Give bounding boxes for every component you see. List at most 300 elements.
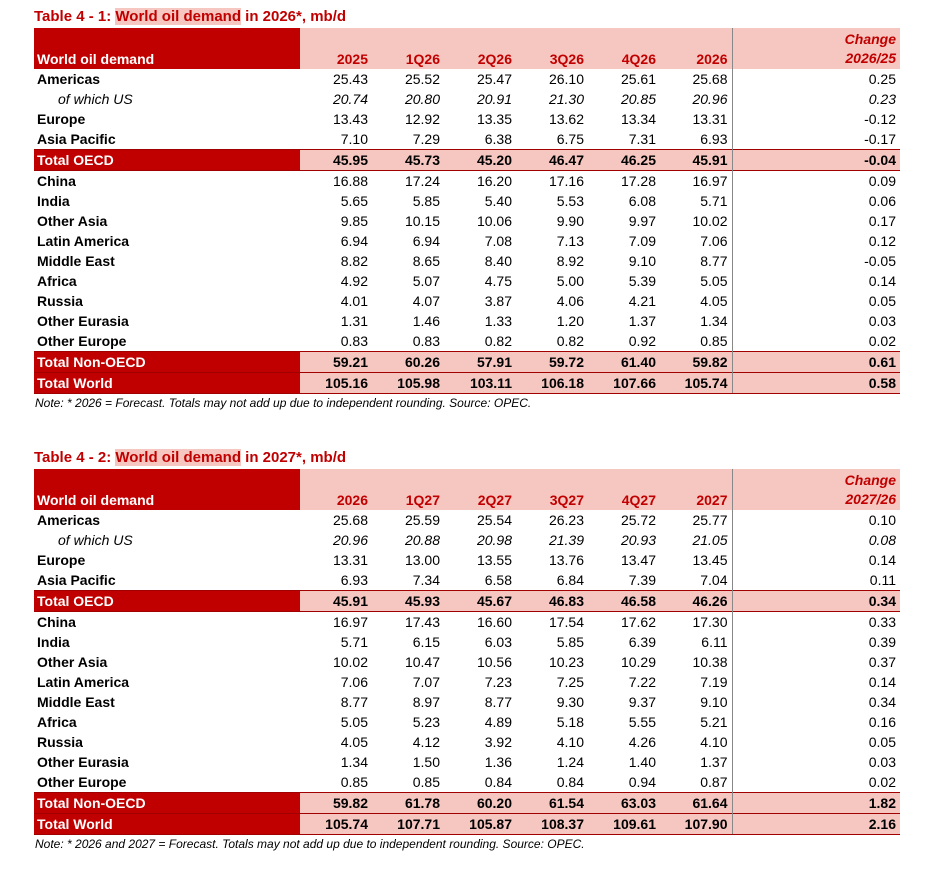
table-cell: 45.95 xyxy=(300,150,372,171)
table-row xyxy=(34,570,900,591)
table-cell: 1.40 xyxy=(628,754,656,770)
table-cell: 9.30 xyxy=(556,694,584,710)
row-label: Total World xyxy=(34,373,300,394)
change-cell: -0.12 xyxy=(864,111,896,127)
row-label: China xyxy=(34,171,300,192)
table-cell: 1.34 xyxy=(340,754,368,770)
change-cell: -0.17 xyxy=(864,131,896,147)
table-row xyxy=(34,271,900,291)
table-cell: 25.43 xyxy=(332,71,368,87)
table-cell: 26.23 xyxy=(548,512,584,528)
table-cell: 5.23 xyxy=(412,714,440,730)
table-cell: 105.16 xyxy=(300,373,372,394)
table-cell: 46.26 xyxy=(660,591,732,612)
table-cell: 106.18 xyxy=(516,373,588,394)
table-row xyxy=(34,311,900,331)
oil-demand-table xyxy=(34,28,900,394)
column-header: 2Q27 xyxy=(444,469,516,510)
table-cell: 0.85 xyxy=(340,774,368,790)
column-header: 2026 xyxy=(660,28,732,69)
change-cell: 0.39 xyxy=(868,634,896,650)
table-cell: 16.97 xyxy=(660,171,732,192)
table-cell: 25.54 xyxy=(476,512,512,528)
table-cell: 1.33 xyxy=(484,313,512,329)
table-cell: 0.83 xyxy=(340,333,368,349)
change-header-line2: 2026/25 xyxy=(845,50,896,66)
change-header-line1: Change xyxy=(844,472,896,488)
row-label: Asia Pacific xyxy=(37,572,116,588)
table-cell: 6.93 xyxy=(660,129,732,150)
table-cell: 10.02 xyxy=(332,654,368,670)
table-cell: 5.39 xyxy=(628,273,656,289)
table-cell: 13.31 xyxy=(332,552,368,568)
table-cell: 4.06 xyxy=(556,293,584,309)
table-cell: 7.07 xyxy=(412,674,440,690)
table-cell: 25.61 xyxy=(620,71,656,87)
table-cell: 3.87 xyxy=(484,293,512,309)
table-cell: 1.31 xyxy=(340,313,368,329)
table-cell: 1.34 xyxy=(660,311,732,331)
table-row xyxy=(34,171,900,192)
table-cell: 5.65 xyxy=(340,193,368,209)
total-row xyxy=(34,591,900,612)
table-cell: 8.82 xyxy=(340,253,368,269)
table-cell: 105.98 xyxy=(372,373,444,394)
table-row xyxy=(34,530,900,550)
table-title-suffix: in 2026*, mb/d xyxy=(240,8,347,25)
table-cell: 9.97 xyxy=(628,213,656,229)
table-block-4-2 xyxy=(34,447,900,853)
table-title-prefix: Table 4 - 1: xyxy=(34,8,116,25)
table-cell: 13.31 xyxy=(660,109,732,129)
table-cell: 59.21 xyxy=(300,352,372,373)
table-cell: 26.10 xyxy=(548,71,584,87)
table-cell: 20.91 xyxy=(476,91,512,107)
table-cell: 7.04 xyxy=(660,570,732,591)
column-header: 1Q26 xyxy=(372,28,444,69)
change-cell: 0.09 xyxy=(732,171,900,192)
table-cell: 57.91 xyxy=(444,352,516,373)
change-cell: 0.14 xyxy=(868,552,896,568)
table-cell: 5.53 xyxy=(556,193,584,209)
table-cell: 5.07 xyxy=(412,273,440,289)
table-cell: 9.90 xyxy=(556,213,584,229)
row-label: Africa xyxy=(37,273,77,289)
table-cell: 4.92 xyxy=(340,273,368,289)
row-label: China xyxy=(34,612,300,633)
table-cell: 5.85 xyxy=(556,634,584,650)
table-cell: 5.71 xyxy=(660,191,732,211)
table-cell: 61.64 xyxy=(660,793,732,814)
table-cell: 7.22 xyxy=(628,674,656,690)
oil-demand-table xyxy=(34,469,900,835)
table-cell: 7.31 xyxy=(628,131,656,147)
table-cell: 1.46 xyxy=(412,313,440,329)
table-cell: 17.54 xyxy=(516,612,588,633)
table-cell: 5.05 xyxy=(340,714,368,730)
table-cell: 0.82 xyxy=(484,333,512,349)
table-cell: 107.71 xyxy=(372,814,444,835)
table-cell: 108.37 xyxy=(516,814,588,835)
table-title-prefix: Table 4 - 2: xyxy=(34,449,116,466)
row-label: of which US xyxy=(58,532,133,548)
change-cell: 2.16 xyxy=(732,814,900,835)
table-cell: 10.56 xyxy=(476,654,512,670)
table-cell: 1.37 xyxy=(660,752,732,772)
table-row xyxy=(34,732,900,752)
table-cell: 8.77 xyxy=(484,694,512,710)
table-cell: 13.62 xyxy=(548,111,584,127)
table-cell: 10.06 xyxy=(476,213,512,229)
table-cell: 0.87 xyxy=(660,772,732,793)
table-cell: 46.83 xyxy=(516,591,588,612)
table-cell: 4.89 xyxy=(484,714,512,730)
table-cell: 1.36 xyxy=(484,754,512,770)
table-cell: 6.58 xyxy=(484,572,512,588)
table-cell: 59.82 xyxy=(660,352,732,373)
table-row xyxy=(34,211,900,231)
table-row xyxy=(34,672,900,692)
table-cell: 16.20 xyxy=(444,171,516,192)
table-header-row xyxy=(34,469,900,510)
row-label: India xyxy=(37,193,70,209)
table-cell: 7.29 xyxy=(412,131,440,147)
table-cell: 13.34 xyxy=(620,111,656,127)
table-cell: 4.05 xyxy=(660,291,732,311)
table-cell: 7.06 xyxy=(340,674,368,690)
table-cell: 6.15 xyxy=(412,634,440,650)
table-cell: 4.10 xyxy=(556,734,584,750)
table-cell: 5.55 xyxy=(628,714,656,730)
change-cell: 0.23 xyxy=(868,91,896,107)
table-cell: 17.43 xyxy=(372,612,444,633)
table-title-highlight: World oil demand xyxy=(115,8,241,25)
table-cell: 0.83 xyxy=(412,333,440,349)
row-label: Europe xyxy=(37,552,86,568)
table-cell: 20.74 xyxy=(332,91,368,107)
table-cell: 10.38 xyxy=(660,652,732,672)
table-cell: 60.26 xyxy=(372,352,444,373)
change-column-header xyxy=(732,28,900,69)
row-label: Total Non-OECD xyxy=(34,352,300,373)
table-cell: 13.35 xyxy=(476,111,512,127)
table-cell: 45.93 xyxy=(372,591,444,612)
column-header: 3Q26 xyxy=(516,28,588,69)
table-cell: 107.66 xyxy=(588,373,660,394)
table-cell: 107.90 xyxy=(660,814,732,835)
table-cell: 17.62 xyxy=(588,612,660,633)
table-cell: 105.74 xyxy=(660,373,732,394)
table-cell: 6.84 xyxy=(556,572,584,588)
table-row xyxy=(34,612,900,633)
table-cell: 0.85 xyxy=(660,331,732,352)
column-header: 4Q27 xyxy=(588,469,660,510)
table-cell: 12.92 xyxy=(404,111,440,127)
change-cell: 0.25 xyxy=(868,71,896,87)
table-cell: 13.47 xyxy=(620,552,656,568)
row-label: Middle East xyxy=(37,253,115,269)
table-cell: 5.71 xyxy=(340,634,368,650)
table-cell: 20.93 xyxy=(620,532,656,548)
change-cell: 0.10 xyxy=(868,512,896,528)
table-cell: 8.92 xyxy=(556,253,584,269)
table-cell: 6.39 xyxy=(628,634,656,650)
table-row xyxy=(34,69,900,89)
table-block-4-1 xyxy=(34,6,900,412)
change-header-line1: Change xyxy=(844,31,896,47)
table-cell: 17.28 xyxy=(588,171,660,192)
row-label: of which US xyxy=(58,91,133,107)
table-cell: 10.47 xyxy=(404,654,440,670)
table-cell: 6.11 xyxy=(660,632,732,652)
table-cell: 1.50 xyxy=(412,754,440,770)
row-label: Russia xyxy=(37,293,83,309)
table-cell: 6.94 xyxy=(412,233,440,249)
table-cell: 61.78 xyxy=(372,793,444,814)
table-cell: 105.87 xyxy=(444,814,516,835)
table-cell: 60.20 xyxy=(444,793,516,814)
table-cell: 13.76 xyxy=(548,552,584,568)
change-cell: 0.02 xyxy=(868,333,896,349)
table-row xyxy=(34,712,900,732)
column-header: 2027 xyxy=(660,469,732,510)
table-cell: 7.06 xyxy=(660,231,732,251)
table-cell: 45.73 xyxy=(372,150,444,171)
table-note: Note: * 2026 and 2027 = Forecast. Totals may not add up due to independent rounding. Source: OPEC. xyxy=(35,837,585,851)
change-cell: -0.04 xyxy=(732,150,900,171)
table-cell: 7.13 xyxy=(556,233,584,249)
table-cell: 45.20 xyxy=(444,150,516,171)
table-cell: 16.88 xyxy=(300,171,372,192)
column-header: 4Q26 xyxy=(588,28,660,69)
total-row xyxy=(34,373,900,394)
table-cell: 16.60 xyxy=(444,612,516,633)
change-cell: 0.08 xyxy=(868,532,896,548)
change-cell: -0.05 xyxy=(864,253,896,269)
table-row xyxy=(34,231,900,251)
table-cell: 13.43 xyxy=(332,111,368,127)
table-cell: 7.34 xyxy=(412,572,440,588)
row-label: Africa xyxy=(37,714,77,730)
table-cell: 0.82 xyxy=(556,333,584,349)
column-header: 2026 xyxy=(300,469,372,510)
table-cell: 4.05 xyxy=(340,734,368,750)
change-cell: 0.33 xyxy=(732,612,900,633)
table-cell: 59.72 xyxy=(516,352,588,373)
row-label: Other Europe xyxy=(37,774,127,790)
table-cell: 25.47 xyxy=(476,71,512,87)
change-cell: 0.34 xyxy=(868,694,896,710)
table-cell: 13.45 xyxy=(660,550,732,570)
column-header: 2Q26 xyxy=(444,28,516,69)
table-cell: 63.03 xyxy=(588,793,660,814)
table-row xyxy=(34,109,900,129)
change-cell: 0.61 xyxy=(732,352,900,373)
table-cell: 9.10 xyxy=(628,253,656,269)
row-label: India xyxy=(37,634,70,650)
table-cell: 7.23 xyxy=(484,674,512,690)
table-cell: 13.55 xyxy=(476,552,512,568)
table-row xyxy=(34,251,900,271)
table-cell: 4.01 xyxy=(340,293,368,309)
table-row xyxy=(34,550,900,570)
change-cell: 0.03 xyxy=(868,313,896,329)
table-cell: 46.47 xyxy=(516,150,588,171)
table-cell: 61.54 xyxy=(516,793,588,814)
row-label: Russia xyxy=(37,734,83,750)
row-label: Middle East xyxy=(37,694,115,710)
table-cell: 5.18 xyxy=(556,714,584,730)
header-label: World oil demand xyxy=(34,28,300,69)
row-label: Americas xyxy=(37,512,101,528)
change-cell: 1.82 xyxy=(732,793,900,814)
table-cell: 8.65 xyxy=(412,253,440,269)
table-cell: 0.84 xyxy=(484,774,512,790)
table-cell: 5.05 xyxy=(660,271,732,291)
row-label: Other Asia xyxy=(37,654,108,670)
change-cell: 0.03 xyxy=(868,754,896,770)
table-cell: 5.40 xyxy=(484,193,512,209)
table-row xyxy=(34,191,900,211)
table-cell: 7.09 xyxy=(628,233,656,249)
column-header: 2025 xyxy=(300,28,372,69)
table-title xyxy=(34,447,900,469)
table-cell: 45.67 xyxy=(444,591,516,612)
total-row xyxy=(34,814,900,835)
row-label: Other Asia xyxy=(37,213,108,229)
change-cell: 0.05 xyxy=(868,293,896,309)
table-title-suffix: in 2027*, mb/d xyxy=(240,449,347,466)
table-cell: 59.82 xyxy=(300,793,372,814)
change-cell: 0.11 xyxy=(869,572,896,588)
table-cell: 6.38 xyxy=(484,131,512,147)
change-cell: 0.37 xyxy=(868,654,896,670)
table-cell: 25.59 xyxy=(404,512,440,528)
table-cell: 25.72 xyxy=(620,512,656,528)
row-label: Total OECD xyxy=(34,150,300,171)
table-cell: 20.88 xyxy=(404,532,440,548)
table-cell: 8.97 xyxy=(412,694,440,710)
column-header: 3Q27 xyxy=(516,469,588,510)
table-cell: 17.16 xyxy=(516,171,588,192)
table-cell: 61.40 xyxy=(588,352,660,373)
table-note: Note: * 2026 = Forecast. Totals may not add up due to independent rounding. Source: OPEC. xyxy=(35,396,532,410)
header-label: World oil demand xyxy=(34,469,300,510)
change-header-line2: 2027/26 xyxy=(845,491,896,507)
table-cell: 5.00 xyxy=(556,273,584,289)
change-cell: 0.17 xyxy=(868,213,896,229)
table-cell: 20.85 xyxy=(620,91,656,107)
table-cell: 25.68 xyxy=(332,512,368,528)
row-label: Asia Pacific xyxy=(37,131,116,147)
table-cell: 10.15 xyxy=(404,213,440,229)
table-cell: 8.77 xyxy=(340,694,368,710)
table-cell: 0.92 xyxy=(628,333,656,349)
change-cell: 0.06 xyxy=(868,193,896,209)
table-row xyxy=(34,652,900,672)
row-label: Total World xyxy=(34,814,300,835)
table-cell: 6.08 xyxy=(628,193,656,209)
table-cell: 25.68 xyxy=(660,69,732,89)
table-title xyxy=(34,6,900,28)
change-cell: 0.16 xyxy=(868,714,896,730)
table-title-highlight: World oil demand xyxy=(115,449,241,466)
total-row xyxy=(34,793,900,814)
table-cell: 6.75 xyxy=(556,131,584,147)
table-cell: 45.91 xyxy=(300,591,372,612)
table-cell: 7.39 xyxy=(628,572,656,588)
table-cell: 4.26 xyxy=(628,734,656,750)
table-row xyxy=(34,129,900,150)
table-cell: 25.52 xyxy=(404,71,440,87)
table-row xyxy=(34,510,900,530)
table-cell: 4.75 xyxy=(484,273,512,289)
table-cell: 5.21 xyxy=(660,712,732,732)
row-label: Europe xyxy=(37,111,86,127)
table-cell: 46.58 xyxy=(588,591,660,612)
table-row xyxy=(34,692,900,712)
table-cell: 7.19 xyxy=(660,672,732,692)
table-cell: 7.25 xyxy=(556,674,584,690)
table-cell: 109.61 xyxy=(588,814,660,835)
table-cell: 17.24 xyxy=(372,171,444,192)
table-header-row xyxy=(34,28,900,69)
table-cell: 4.10 xyxy=(660,732,732,752)
table-cell: 0.85 xyxy=(412,774,440,790)
table-cell: 21.39 xyxy=(548,532,584,548)
table-cell: 4.21 xyxy=(628,293,656,309)
table-row xyxy=(34,772,900,793)
change-cell: 0.14 xyxy=(868,273,896,289)
table-cell: 20.96 xyxy=(660,89,732,109)
table-cell: 105.74 xyxy=(300,814,372,835)
row-label: Total OECD xyxy=(34,591,300,612)
total-row xyxy=(34,352,900,373)
change-cell: 0.02 xyxy=(868,774,896,790)
table-cell: 4.12 xyxy=(412,734,440,750)
table-cell: 45.91 xyxy=(660,150,732,171)
table-cell: 103.11 xyxy=(444,373,516,394)
change-column-header xyxy=(732,469,900,510)
row-label: Latin America xyxy=(37,674,130,690)
table-cell: 10.29 xyxy=(620,654,656,670)
table-cell: 46.25 xyxy=(588,150,660,171)
row-label: Latin America xyxy=(37,233,130,249)
row-label: Other Europe xyxy=(37,333,127,349)
table-cell: 5.85 xyxy=(412,193,440,209)
table-cell: 7.10 xyxy=(340,131,368,147)
table-cell: 20.98 xyxy=(476,532,512,548)
table-cell: 8.77 xyxy=(660,251,732,271)
total-row xyxy=(34,150,900,171)
table-cell: 8.40 xyxy=(484,253,512,269)
table-cell: 21.30 xyxy=(548,91,584,107)
row-label: Other Eurasia xyxy=(37,754,129,770)
column-header: 1Q27 xyxy=(372,469,444,510)
table-cell: 20.80 xyxy=(404,91,440,107)
table-cell: 1.24 xyxy=(556,754,584,770)
table-cell: 4.07 xyxy=(412,293,440,309)
table-cell: 6.94 xyxy=(340,233,368,249)
table-cell: 9.10 xyxy=(660,692,732,712)
change-cell: 0.58 xyxy=(732,373,900,394)
table-cell: 13.00 xyxy=(404,552,440,568)
table-cell: 20.96 xyxy=(332,532,368,548)
table-row xyxy=(34,331,900,352)
change-cell: 0.34 xyxy=(732,591,900,612)
table-row xyxy=(34,752,900,772)
table-cell: 1.20 xyxy=(556,313,584,329)
